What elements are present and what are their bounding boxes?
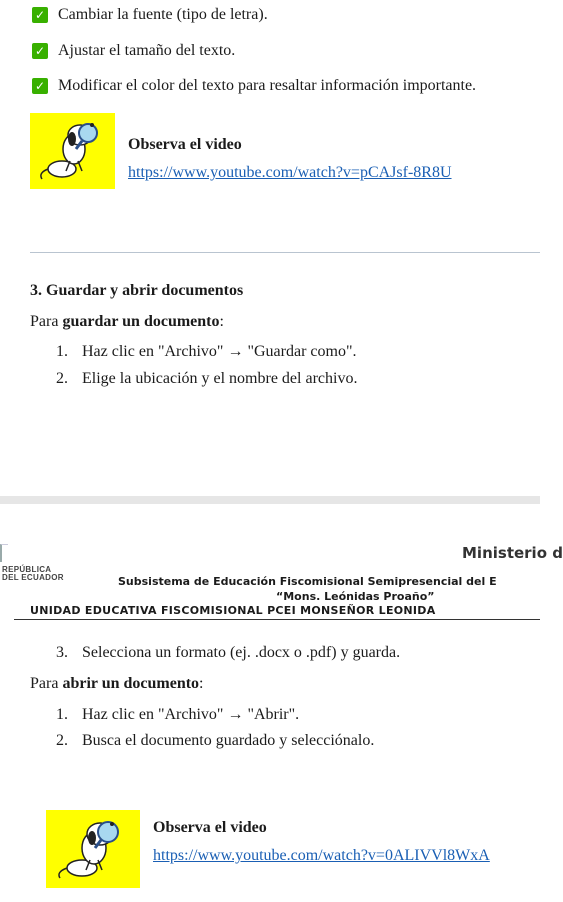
- list-text: Selecciona un formato (ej. .docx o .pdf) y guarda.: [82, 644, 401, 661]
- checkmark-icon: ✓: [32, 7, 48, 23]
- video-thumbnail: [30, 113, 115, 189]
- republica-line-1: REPÚBLICA: [2, 565, 52, 574]
- list-text: Elige la ubicación y el nombre del archivo.: [82, 370, 358, 387]
- checklist-item: [32, 42, 235, 60]
- section-heading: 3. Guardar y abrir documentos: [30, 282, 244, 299]
- save-intro-prefix: Para: [30, 313, 63, 330]
- list-item: [56, 343, 356, 361]
- list-text: Busca el documento guardado y selecciónalo.: [82, 732, 375, 749]
- list-text: Haz clic en "Archivo" → "Guardar como".: [82, 343, 357, 360]
- list-number: 3.: [56, 644, 68, 661]
- list-number: 2.: [56, 370, 68, 387]
- list-item: [56, 370, 357, 388]
- video-callout: [30, 113, 452, 189]
- video-link[interactable]: https://www.youtube.com/watch?v=pCAJsf-8R8U: [128, 164, 452, 181]
- header-rule: [14, 619, 540, 620]
- video-title: Observa el video: [153, 819, 267, 836]
- list-number: 1.: [56, 343, 68, 360]
- checklist-item: [32, 6, 268, 24]
- list-number: 1.: [56, 706, 68, 723]
- page-gap: [0, 496, 540, 504]
- open-intro: [30, 675, 204, 693]
- snoopy-magnifier-icon: [46, 810, 140, 888]
- list-item: [56, 732, 374, 750]
- checkmark-icon: ✓: [32, 43, 48, 59]
- checklist-text: Cambiar la fuente (tipo de letra).: [58, 6, 268, 23]
- ecuador-emblem-icon: [0, 544, 8, 562]
- save-intro: [30, 313, 224, 331]
- snoopy-magnifier-icon: [30, 113, 115, 189]
- checklist-text: Ajustar el tamaño del texto.: [58, 42, 236, 59]
- video-thumbnail: [46, 810, 140, 888]
- checklist-item: [32, 77, 476, 95]
- section-divider: [30, 252, 540, 253]
- ministerio-label: Ministerio d: [462, 544, 563, 562]
- checkmark-icon: ✓: [32, 78, 48, 94]
- open-intro-prefix: Para: [30, 675, 63, 692]
- document-page-2: [0, 504, 563, 902]
- save-intro-suffix: :: [219, 313, 224, 330]
- list-number: 2.: [56, 732, 68, 749]
- video-callout: [46, 810, 490, 888]
- subsistema-label: Subsistema de Educación Fiscomisional Semipresencial del E: [118, 575, 497, 588]
- republica-label: [2, 566, 64, 582]
- open-intro-bold: abrir un documento: [62, 675, 200, 692]
- republica-line-2: DEL ECUADOR: [2, 573, 64, 582]
- list-text: Haz clic en "Archivo" → "Abrir".: [82, 706, 300, 723]
- video-title: Observa el video: [128, 136, 242, 153]
- list-item: [56, 706, 299, 724]
- save-intro-bold: guardar un documento: [62, 313, 220, 330]
- unidad-label: UNIDAD EDUCATIVA FISCOMISIONAL PCEI MONSEÑOR LEONIDA: [30, 604, 436, 617]
- checklist-text: Modificar el color del texto para resaltar información importante.: [58, 77, 477, 94]
- video-link[interactable]: https://www.youtube.com/watch?v=0ALIVVl8WxA: [153, 847, 490, 864]
- list-item: [56, 644, 400, 662]
- open-intro-suffix: :: [199, 675, 204, 692]
- mons-label: “Mons. Leónidas Proaño”: [276, 590, 435, 603]
